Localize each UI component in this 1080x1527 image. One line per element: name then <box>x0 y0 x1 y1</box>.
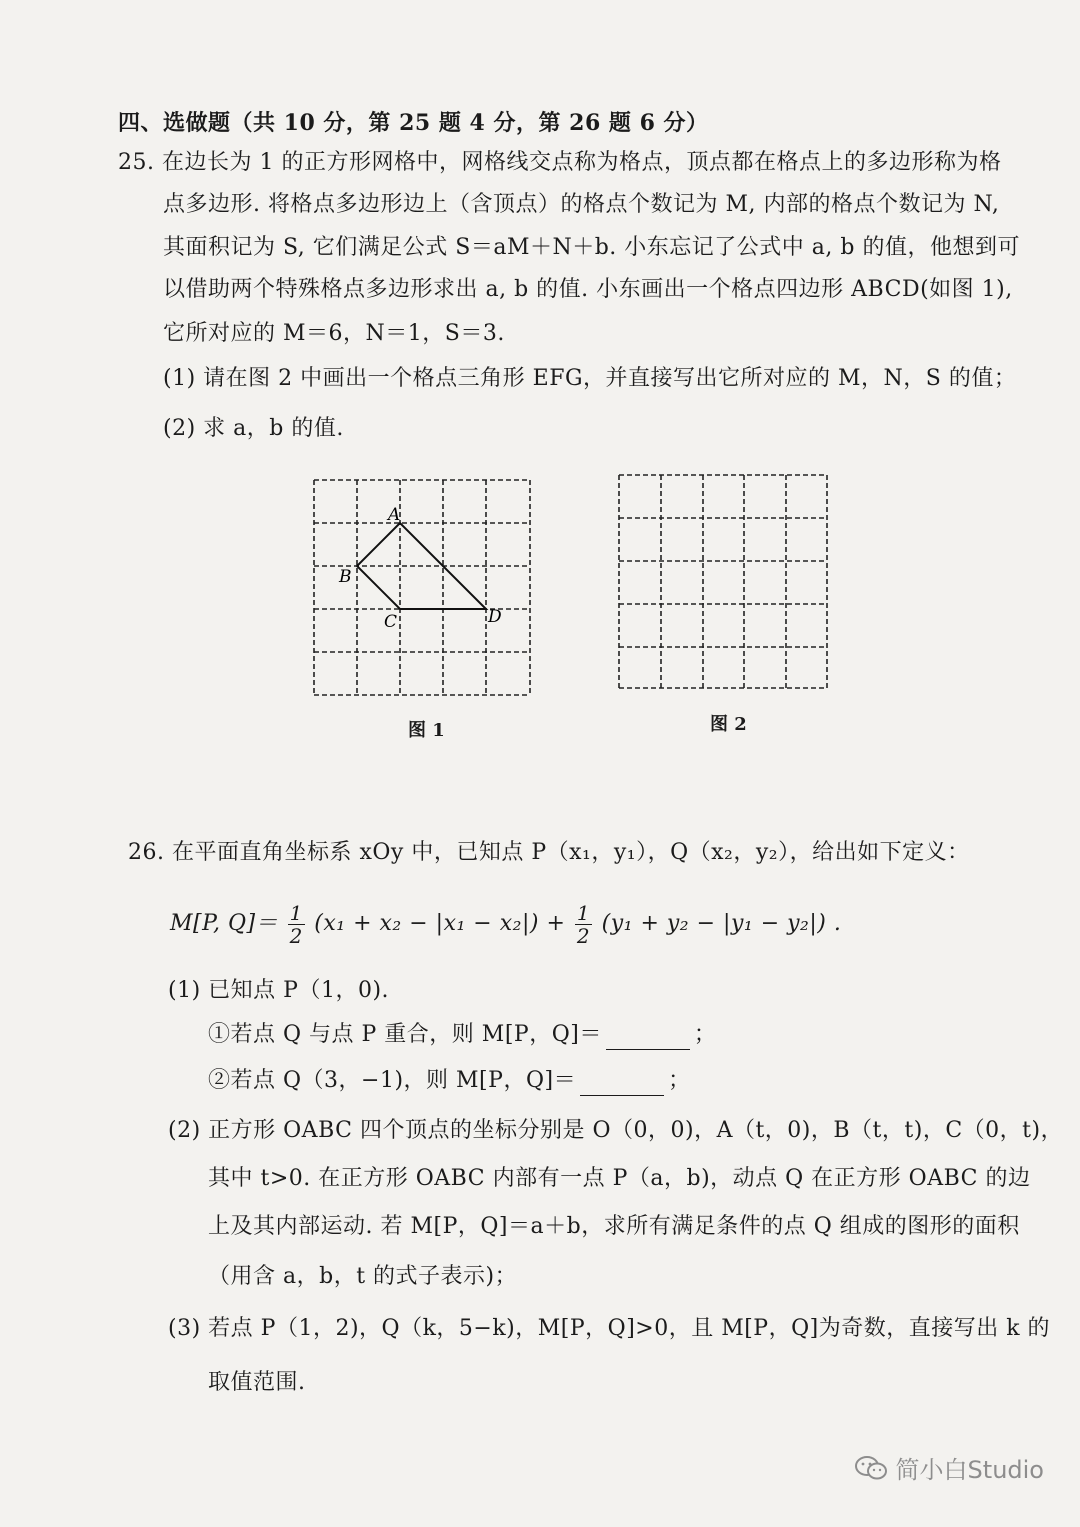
q25-part-2: (2) 求 a，b 的值. <box>163 416 344 441</box>
q26-formula <box>170 894 841 954</box>
half-fraction-2 <box>575 902 592 947</box>
q26-part-2-line-1: (2) 正方形 OABC 四个顶点的坐标分别是 O（0，0)，A（t，0)，B（t，t)，C（0，t)， <box>168 1118 1064 1143</box>
q26-part-3-line-2: 取值范围. <box>208 1370 306 1395</box>
half-num-1: 1 <box>289 900 303 925</box>
label-a: A <box>388 505 401 525</box>
q26-part-2-line-2: 其中 t>0. 在正方形 OABC 内部有一点 P（a，b)，动点 Q 在正方形 OABC 的边 <box>208 1166 1031 1191</box>
q26-part-1a-text: ①若点 Q 与点 P 重合，则 M[P，Q]＝ <box>208 1022 602 1047</box>
label-c: C <box>384 612 398 632</box>
watermark-text: 简小白Studio <box>895 1456 1044 1484</box>
half-num-2: 1 <box>576 900 591 925</box>
q25-line-5: 它所对应的 M＝6，N＝1，S＝3. <box>163 321 505 346</box>
formula-lhs: M[P, Q]＝ <box>170 911 279 936</box>
label-d: D <box>488 607 502 627</box>
formula-term-2: (y₁ + y₂ − |y₁ − y₂|) . <box>601 911 842 936</box>
semicolon-2: ； <box>668 1068 691 1093</box>
answer-blank-1[interactable] <box>606 1027 690 1050</box>
half-fraction-1 <box>288 902 305 947</box>
q26-intro: 26. 在平面直角坐标系 xOy 中，已知点 P（x₁，y₁），Q（x₂，y₂），给出如下定义： <box>128 840 970 865</box>
q26-part-1b <box>208 1066 691 1096</box>
q25-line-1: 25. 在边长为 1 的正方形网格中，网格线交点称为格点，顶点都在格点上的多边形称为格 <box>118 150 1002 175</box>
q26-part-3-line-1: (3) 若点 P（1，2)，Q（k，5−k)，M[P，Q]>0，且 M[P，Q]为奇数，直接写出 k 的 <box>168 1316 1051 1341</box>
watermark <box>854 1450 1044 1485</box>
half-den-2: 2 <box>576 923 591 948</box>
answer-blank-2[interactable] <box>580 1073 664 1096</box>
formula-term-1: (x₁ + x₂ − |x₁ − x₂|) + <box>314 911 566 936</box>
q25-line-2: 点多边形. 将格点多边形边上（含顶点）的格点个数记为 M, 内部的格点个数记为 N, <box>163 192 1000 217</box>
q25-line-4: 以借助两个特殊格点多边形求出 a, b 的值. 小东画出一个格点四边形 ABCD(如图 1), <box>163 277 1013 302</box>
section-header: 四、选做题（共 10 分，第 25 题 4 分，第 26 题 6 分） <box>118 110 709 136</box>
half-den-1: 2 <box>289 923 303 948</box>
figure-1-grid <box>300 470 550 710</box>
semicolon-1: ； <box>693 1022 717 1047</box>
q26-part-2-line-3: 上及其内部运动. 若 M[P，Q]＝a＋b，求所有满足条件的点 Q 组成的图形的面积 <box>208 1214 1020 1239</box>
figure-2-grid <box>608 466 838 698</box>
figure-1-caption: 图 1 <box>408 720 445 741</box>
q26-part-1a <box>208 1020 716 1050</box>
wechat-icon <box>854 1454 888 1482</box>
q26-part-1b-text: ②若点 Q（3，−1)，则 M[P，Q]＝ <box>208 1068 577 1093</box>
label-b: B <box>339 567 352 587</box>
figure-2-caption: 图 2 <box>710 714 747 735</box>
q26-part-1: (1) 已知点 P（1，0). <box>168 978 390 1003</box>
q26-part-2-line-4: （用含 a，b，t 的式子表示)； <box>208 1264 518 1289</box>
q25-line-3: 其面积记为 S, 它们满足公式 S＝aM＋N＋b. 小东忘记了公式中 a, b 的值，他想到可 <box>163 235 1020 260</box>
q25-part-1: (1) 请在图 2 中画出一个格点三角形 EFG，并直接写出它所对应的 M，N，S 的值； <box>163 366 1017 391</box>
